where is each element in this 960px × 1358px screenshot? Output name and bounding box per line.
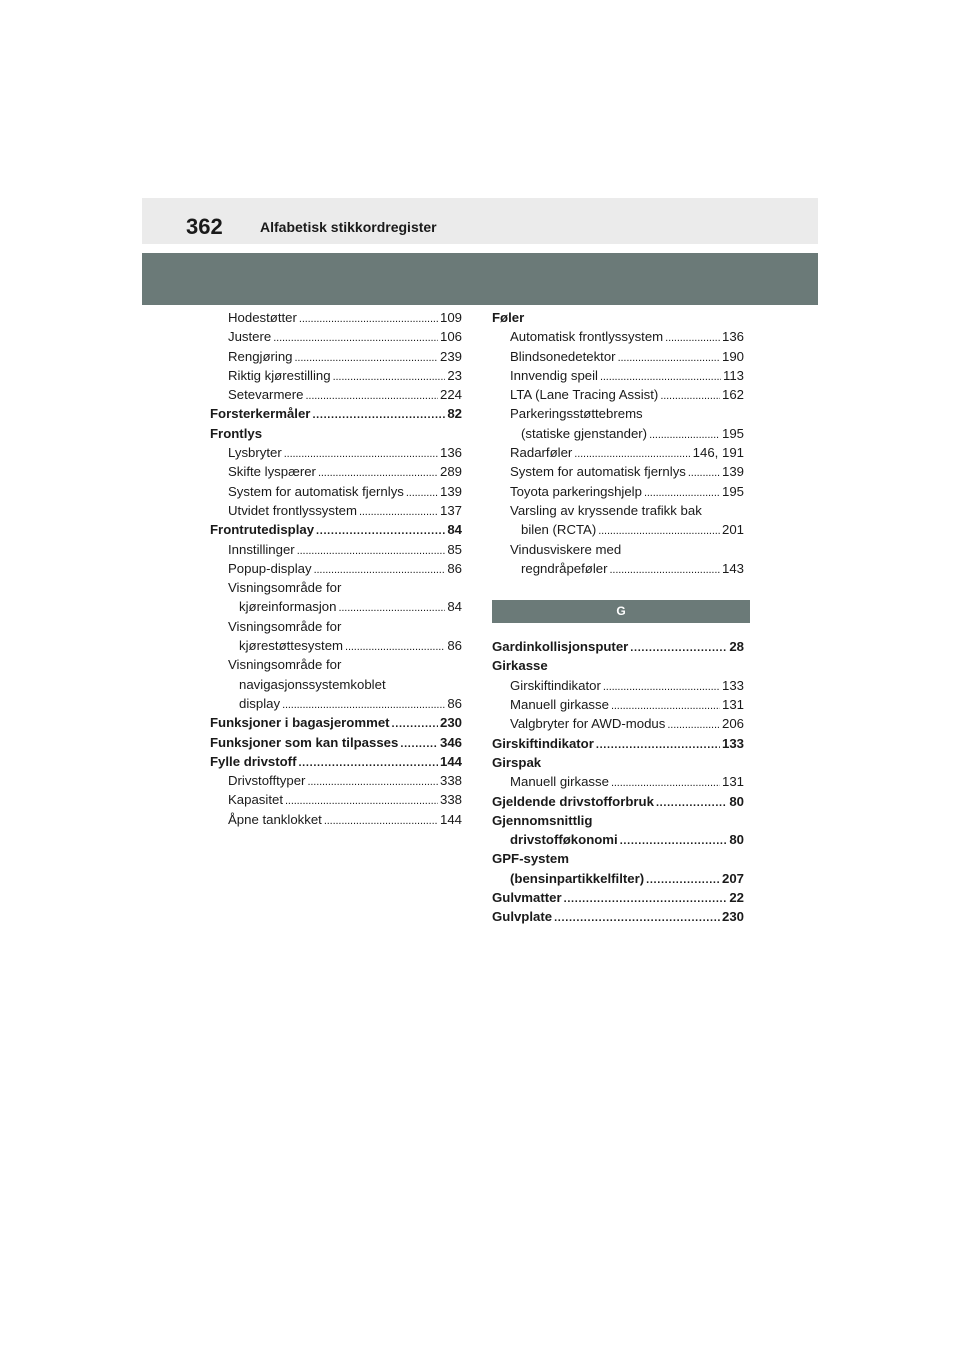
index-entry-page: 131 <box>721 774 744 790</box>
index-entry-term: Rengjøring <box>228 348 293 364</box>
index-entry-term: Funksjoner som kan tilpasses <box>210 734 399 750</box>
dot-leader <box>610 559 720 580</box>
section-title: Alfabetisk stikkordregister <box>260 219 437 235</box>
index-entry <box>492 559 744 578</box>
index-entry-page: 106 <box>439 329 462 345</box>
index-entry <box>210 810 462 829</box>
index-entry <box>492 695 744 714</box>
index-entry <box>492 308 744 327</box>
index-entry-term: Frontlys <box>210 425 263 441</box>
index-entry-term: Vindusviskere med <box>510 541 622 557</box>
dot-leader <box>307 771 438 792</box>
index-entry <box>492 849 744 868</box>
index-entry-term: Innstillinger <box>228 541 295 557</box>
dot-leader <box>611 695 720 716</box>
index-entry-term: kjørestøttesystem <box>239 638 344 654</box>
dot-leader <box>596 734 720 755</box>
dot-leader <box>333 366 446 387</box>
dot-leader <box>600 366 721 387</box>
index-entry-page: 113 <box>722 367 744 383</box>
index-entry-page: 207 <box>721 870 744 886</box>
dot-leader <box>299 308 438 329</box>
index-column-left <box>210 308 462 829</box>
index-entry-term: Utvidet frontlyssystem <box>228 502 357 518</box>
index-entry-term: Parkeringsstøttebrems <box>510 406 643 422</box>
index-entry-page: 133 <box>721 735 744 751</box>
index-entry-term: Visningsområde for <box>228 618 342 634</box>
dot-leader <box>598 520 720 541</box>
dot-leader <box>338 597 445 618</box>
index-entry <box>492 462 744 481</box>
dot-leader <box>318 462 438 483</box>
index-entry <box>210 366 462 385</box>
index-entry <box>210 694 462 713</box>
index-entry-term: kjøreinformasjon <box>239 599 337 615</box>
index-entry-term: Radarføler <box>510 445 573 461</box>
index-entry <box>210 385 462 404</box>
index-entry <box>492 907 744 926</box>
index-entry-page: 146, 191 <box>692 445 744 461</box>
index-entry <box>210 752 462 771</box>
index-entry-term: (statiske gjenstander) <box>521 425 648 441</box>
dot-leader <box>660 385 720 406</box>
index-group-g <box>492 637 744 926</box>
index-entry <box>492 869 744 888</box>
index-entry <box>492 404 744 423</box>
dot-leader <box>644 482 720 503</box>
dot-leader <box>285 790 438 811</box>
index-entry-term: Manuell girkasse <box>510 774 609 790</box>
index-entry <box>492 443 744 462</box>
index-entry-page: 190 <box>721 348 744 364</box>
index-entry-page: 224 <box>439 387 462 403</box>
index-entry-page: 143 <box>721 560 744 576</box>
index-entry-term: regndråpeføler <box>521 560 608 576</box>
index-entry-page: 139 <box>439 483 462 499</box>
index-entry-page: 86 <box>447 695 462 711</box>
index-entry-page: 239 <box>439 348 462 364</box>
index-entry <box>210 347 462 366</box>
dot-leader <box>312 404 445 425</box>
index-entry <box>210 713 462 732</box>
index-entry <box>210 308 462 327</box>
index-entry-term: Toyota parkeringshjelp <box>510 483 642 499</box>
index-entry-term: Popup-display <box>228 560 312 576</box>
dot-leader <box>630 637 727 658</box>
index-entry-term: Girskiftindikator <box>510 677 601 693</box>
index-entry-page: 23 <box>447 367 462 383</box>
index-entry-term: Riktig kjørestilling <box>228 367 331 383</box>
page-number: 362 <box>186 214 223 239</box>
index-entry-term: Setevarmere <box>228 387 304 403</box>
dot-leader <box>297 540 446 561</box>
index-entry-term: Girspak <box>492 754 542 770</box>
index-entry-page: 289 <box>439 464 462 480</box>
index-entry-term: (bensinpartikkelfilter) <box>510 870 645 886</box>
dot-leader <box>656 792 727 813</box>
dot-leader <box>273 327 438 348</box>
dot-leader <box>649 424 720 445</box>
index-entry-page: 137 <box>439 502 462 518</box>
dot-leader <box>306 385 438 406</box>
index-entry <box>210 424 462 443</box>
index-entry <box>492 772 744 791</box>
index-entry-page: 144 <box>439 753 462 769</box>
index-entry-term: Justere <box>228 329 272 345</box>
header-band <box>142 198 818 244</box>
dot-leader <box>574 443 690 464</box>
index-entry <box>492 792 744 811</box>
dot-leader <box>620 830 728 851</box>
index-entry-page: 131 <box>721 697 744 713</box>
index-entry-page: 162 <box>721 387 744 403</box>
dot-leader <box>667 714 720 735</box>
index-entry <box>210 617 462 636</box>
dot-leader <box>406 482 438 503</box>
dot-leader <box>316 520 445 541</box>
index-entry <box>210 559 462 578</box>
index-entry-page: 28 <box>729 639 744 655</box>
index-group-f <box>492 308 744 578</box>
index-entry-page: 85 <box>447 541 462 557</box>
index-entry <box>210 597 462 616</box>
dot-leader <box>298 752 438 773</box>
index-column-right <box>492 308 744 927</box>
dot-leader <box>295 347 438 368</box>
dot-leader <box>603 676 720 697</box>
index-entry-term: Automatisk frontlyssystem <box>510 329 664 345</box>
index-entry-page: 86 <box>447 638 462 654</box>
index-entry <box>210 636 462 655</box>
index-entry <box>210 733 462 752</box>
index-entry-page: 84 <box>447 599 462 615</box>
index-entry-term: drivstofføkonomi <box>510 832 618 848</box>
index-entry-page: 136 <box>439 445 462 461</box>
index-entry <box>210 501 462 520</box>
index-entry-page: 230 <box>721 909 744 925</box>
index-entry-term: Girskiftindikator <box>492 735 594 751</box>
index-entry-term: Visningsområde for <box>228 657 342 673</box>
dot-leader <box>611 772 720 793</box>
index-entry-term: LTA (Lane Tracing Assist) <box>510 387 659 403</box>
index-entry <box>492 482 744 501</box>
index-entry-term: Åpne tanklokket <box>228 811 322 827</box>
index-entry-page: 133 <box>721 677 744 693</box>
index-entry <box>492 501 744 520</box>
index-entry <box>210 790 462 809</box>
index-entry-term: Drivstofftyper <box>228 773 306 789</box>
index-entry <box>210 540 462 559</box>
index-entry <box>492 888 744 907</box>
index-entry-page: 80 <box>729 793 744 809</box>
index-entry-term: Gulvplate <box>492 909 553 925</box>
index-entry-term: Hodestøtter <box>228 310 297 325</box>
index-entry-term: Manuell girkasse <box>510 697 609 713</box>
index-entry <box>210 655 462 674</box>
index-entry <box>492 347 744 366</box>
index-entry <box>210 771 462 790</box>
index-entry <box>492 734 744 753</box>
index-entry-page: 338 <box>439 773 462 789</box>
index-entry-page: 346 <box>439 734 462 750</box>
index-entry-page: 195 <box>721 425 744 441</box>
index-entry-term: Føler <box>492 310 525 325</box>
index-entry-term: bilen (RCTA) <box>521 522 597 538</box>
dot-leader <box>345 636 445 657</box>
dot-leader <box>400 733 438 754</box>
index-entry <box>210 482 462 501</box>
index-entry-page: 22 <box>729 890 744 906</box>
index-entry-term: System for automatisk fjernlys <box>228 483 404 499</box>
index-entry-term: Frontrutedisplay <box>210 522 315 538</box>
index-entry <box>492 385 744 404</box>
index-entry-term: Skifte lyspærer <box>228 464 316 480</box>
index-entry <box>492 637 744 656</box>
index-entry-term: Innvendig speil <box>510 367 598 383</box>
index-entry-page: 80 <box>729 832 744 848</box>
index-entry-term: Gjennomsnittlig <box>492 812 593 828</box>
index-entry-term: Blindsonedetektor <box>510 348 616 364</box>
index-entry-page: 338 <box>439 792 462 808</box>
index-entry-page: 109 <box>439 310 462 325</box>
dot-leader <box>564 888 728 909</box>
dot-leader <box>646 869 720 890</box>
index-entry <box>210 578 462 597</box>
chapter-band <box>142 253 818 305</box>
index-entry <box>210 675 462 694</box>
index-entry-term: Visningsområde for <box>228 580 342 596</box>
dot-leader <box>618 347 720 368</box>
dot-leader <box>324 810 438 831</box>
index-entry <box>210 462 462 481</box>
index-entry <box>492 656 744 675</box>
index-entry-page: 195 <box>721 483 744 499</box>
index-entry <box>210 520 462 539</box>
index-entry-page: 136 <box>721 329 744 345</box>
letter-heading-g: G <box>492 600 750 623</box>
index-entry <box>492 811 744 830</box>
index-entry-term: Valgbryter for AWD-modus <box>510 716 666 732</box>
index-entry <box>492 520 744 539</box>
index-entry <box>492 714 744 733</box>
index-entry-term: Forsterkermåler <box>210 406 311 422</box>
dot-leader <box>688 462 720 483</box>
dot-leader <box>282 694 445 715</box>
index-entry-term: Gardinkollisjonsputer <box>492 639 629 655</box>
index-entry-term: Lysbryter <box>228 445 282 461</box>
index-entry <box>492 366 744 385</box>
index-entry-page: 230 <box>439 715 462 731</box>
index-entry <box>210 327 462 346</box>
dot-leader <box>665 327 720 348</box>
index-entry-page: 139 <box>721 464 744 480</box>
index-entry-page: 206 <box>721 716 744 732</box>
index-entry-term: System for automatisk fjernlys <box>510 464 686 480</box>
index-entry-term: Funksjoner i bagasjerommet <box>210 715 390 731</box>
index-entry <box>210 443 462 462</box>
index-entry-term: display <box>239 695 281 711</box>
index-entry-page: 144 <box>439 811 462 827</box>
index-entry <box>492 327 744 346</box>
index-entry-term: Kapasitet <box>228 792 283 808</box>
index-entry-term: Girkasse <box>492 658 548 674</box>
index-entry <box>492 424 744 443</box>
index-entry <box>492 753 744 772</box>
index-entry <box>492 830 744 849</box>
dot-leader <box>392 713 438 734</box>
dot-leader <box>554 907 720 928</box>
index-entry <box>492 676 744 695</box>
index-entry <box>492 540 744 559</box>
index-entry-page: 82 <box>447 406 462 422</box>
dot-leader <box>314 559 446 580</box>
index-entry-term: Fylle drivstoff <box>210 753 297 769</box>
dot-leader <box>359 501 438 522</box>
index-entry-term: Gjeldende drivstofforbruk <box>492 793 654 809</box>
dot-leader <box>284 443 438 464</box>
index-entry-term: Varsling av kryssende trafikk bak <box>510 502 702 518</box>
index-entry-term: Gulvmatter <box>492 890 562 906</box>
index-entry-term: navigasjonssystemkoblet <box>239 676 386 692</box>
index-entry-page: 201 <box>721 522 744 538</box>
index-entry-page: 86 <box>447 560 462 576</box>
index-entry <box>210 404 462 423</box>
index-entry-page: 84 <box>447 522 462 538</box>
index-entry-term: GPF-system <box>492 851 569 867</box>
